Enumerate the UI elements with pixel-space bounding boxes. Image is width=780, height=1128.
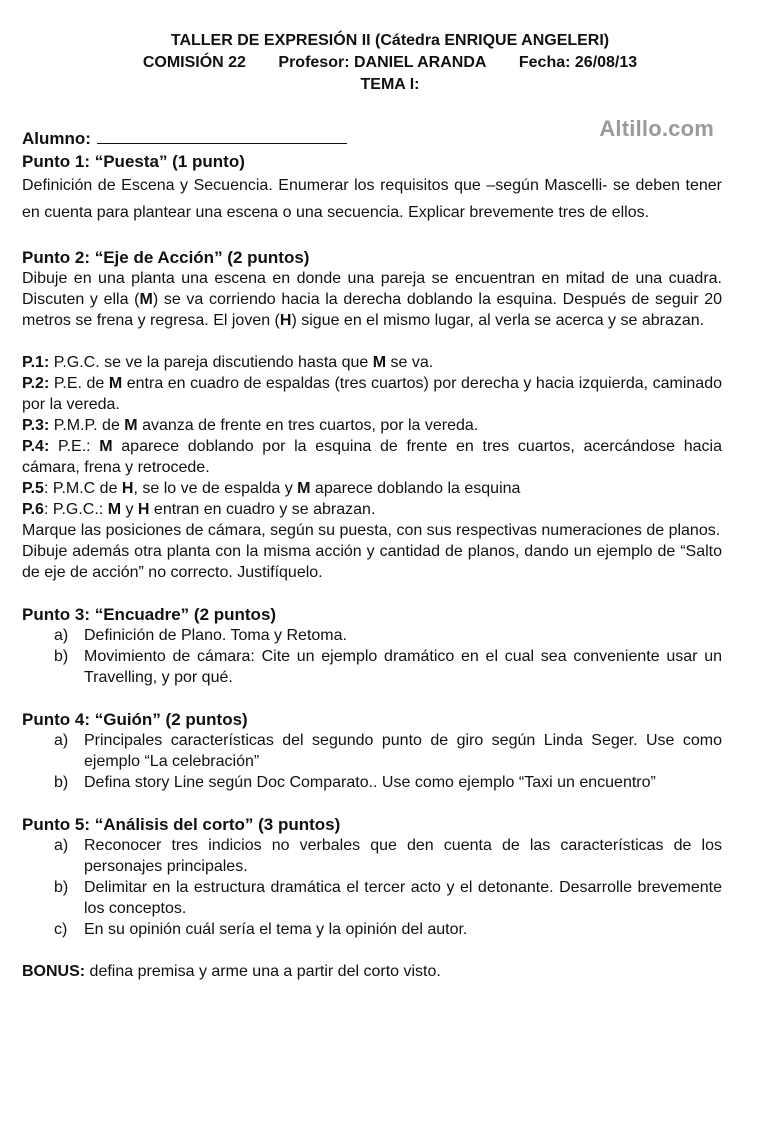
punto2-marque: Marque las posiciones de cámara, según su puesta, con sus respectivas numeraciones de planos. bbox=[22, 522, 721, 539]
shot-p2: P.2: P.E. de M entra en cuadro de espaldas (tres cuartos) por derecha y hacia izquierda, caminado por la vereda. bbox=[22, 375, 722, 413]
list-item: c) En su opinión cuál sería el tema y la opinión del autor. bbox=[54, 921, 468, 938]
shot-p1: P.1: P.G.C. se ve la pareja discutiendo hasta que M se va. bbox=[22, 354, 434, 371]
shot-p5: P.5: P.M.C de H, se lo ve de espalda y M aparece doblando la esquina bbox=[22, 480, 521, 497]
tema: TEMA I: bbox=[360, 76, 420, 93]
list-item: b) Movimiento de cámara: Cite un ejemplo dramático en el cual sea conveniente usar un Travelling, y por qué. bbox=[54, 648, 722, 686]
bonus: BONUS: defina premisa y arme una a partir del corto visto. bbox=[22, 963, 441, 980]
list-item: a) Principales características del segundo punto de giro según Linda Seger. Use como ejemplo “La celebración” bbox=[54, 732, 722, 770]
list-item: b) Delimitar en la estructura dramática el tercer acto y el detonante. Desarrolle brevemente los conceptos. bbox=[54, 879, 722, 917]
list-item: a) Reconocer tres indicios no verbales que den cuenta de las características de los personajes principales. bbox=[54, 837, 722, 875]
punto4-list bbox=[22, 730, 722, 793]
list-item: a) Definición de Plano. Toma y Retoma. bbox=[54, 627, 347, 644]
punto2-title: Punto 2: “Eje de Acción” (2 puntos) bbox=[22, 248, 310, 267]
shot-p3: P.3: P.M.P. de M avanza de frente en tres cuartos, por la vereda. bbox=[22, 417, 479, 434]
punto1-text: Definición de Escena y Secuencia. Enumerar los requisitos que –según Mascelli- se deben tener en cuenta para plantear una escena o una secuencia. Explicar brevemente tres de ellos. bbox=[22, 177, 722, 221]
profesor: Profesor: DANIEL ARANDA bbox=[278, 54, 487, 71]
punto3-list bbox=[22, 625, 722, 688]
alumno-line bbox=[97, 129, 347, 144]
course-title: TALLER DE EXPRESIÓN II (Cátedra ENRIQUE ANGELERI) bbox=[170, 32, 610, 49]
exam-header bbox=[0, 30, 780, 96]
punto5-list bbox=[22, 835, 722, 940]
header-details bbox=[0, 52, 780, 74]
exam-body bbox=[22, 128, 722, 982]
list-item: b) Defina story Line según Doc Comparato.. Use como ejemplo “Taxi un encuentro” bbox=[54, 774, 656, 791]
shot-p6: P.6: P.G.C.: M y H entran en cuadro y se abrazan. bbox=[22, 501, 376, 518]
punto4-title: Punto 4: “Guión” (2 puntos) bbox=[22, 710, 248, 729]
punto2-dibuje: Dibuje además otra planta con la misma acción y cantidad de planos, dando un ejemplo de “Salto de eje de acción” no correcto. Justifíquelo. bbox=[22, 543, 722, 581]
alumno-label: Alumno: bbox=[22, 129, 91, 148]
punto2-intro: Dibuje en una planta una escena en donde una pareja se encuentran en mitad de una cuadra. Discuten y ella (M) se va corriendo hacia la derecha doblando la esquina. Después de seguir 20 metros se frena y regresa. El joven (H) sigue en el mismo lugar, al verla se acerca y se abrazan. bbox=[22, 270, 722, 329]
fecha: Fecha: 26/08/13 bbox=[518, 54, 638, 71]
comision: COMISIÓN 22 bbox=[142, 54, 246, 71]
shot-p4: P.4: P.E.: M aparece doblando por la esquina de frente en tres cuartos, acercándose hacia cámara, frena y retrocede. bbox=[22, 438, 722, 476]
alumno-field bbox=[22, 128, 722, 149]
watermark: Altillo.com bbox=[599, 116, 714, 141]
punto1-title: Punto 1: “Puesta” (1 punto) bbox=[22, 152, 245, 171]
punto5-title: Punto 5: “Análisis del corto” (3 puntos) bbox=[22, 815, 341, 834]
punto3-title: Punto 3: “Encuadre” (2 puntos) bbox=[22, 605, 277, 624]
